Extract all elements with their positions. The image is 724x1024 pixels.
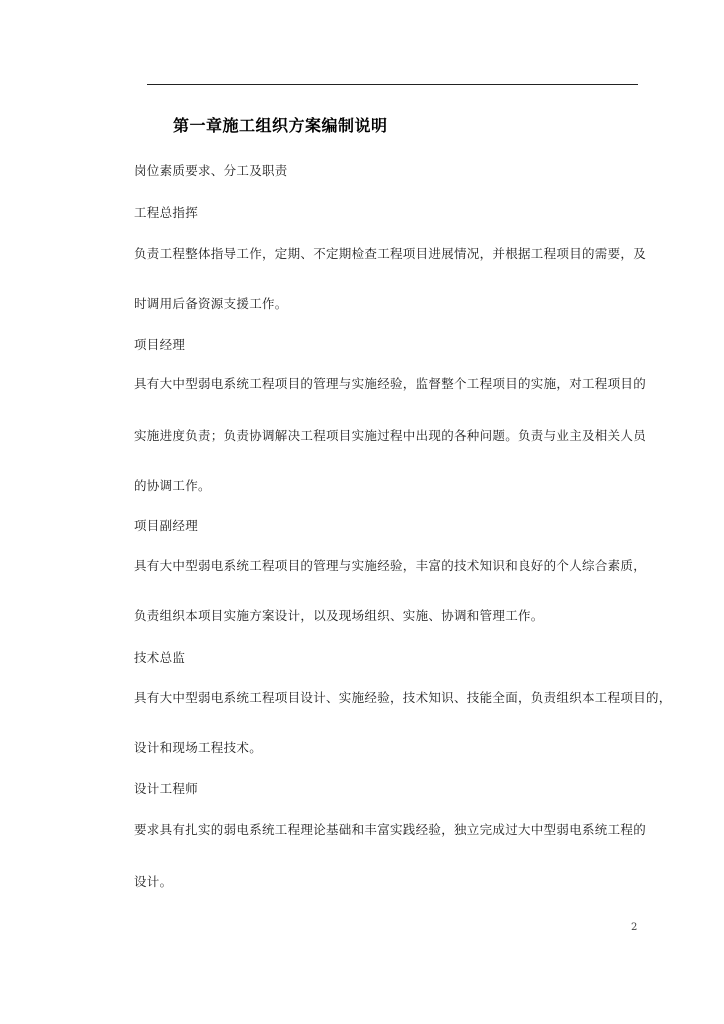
body-line: 时调用后备资源支援工作。: [134, 296, 288, 311]
role-heading-deputy-manager: 项目副经理: [134, 518, 199, 533]
role-heading-project-manager: 项目经理: [134, 337, 186, 352]
role-heading-chief-commander: 工程总指挥: [134, 205, 199, 220]
body-line: 设计。: [134, 874, 173, 889]
body-line: 具有大中型弱电系统工程项目设计、实施经验，技术知识、技能全面，负责组织本工程项目的，: [134, 690, 672, 705]
body-line: 的协调工作。: [134, 478, 211, 493]
body-line: 负责组织本项目实施方案设计，以及现场组织、实施、协调和管理工作。: [134, 608, 544, 623]
body-line: 实施进度负责；负责协调解决工程项目实施过程中出现的各种问题。负责与业主及相关人员: [134, 428, 647, 443]
role-heading-technical-director: 技术总监: [134, 650, 186, 665]
chapter-title: 第一章施工组织方案编制说明: [173, 116, 388, 135]
section-heading-duties: 岗位素质要求、分工及职责: [134, 163, 288, 178]
body-line: 具有大中型弱电系统工程项目的管理与实施经验，丰富的技术知识和良好的个人综合素质，: [134, 558, 647, 573]
page-number: 2: [631, 922, 638, 933]
role-heading-design-engineer: 设计工程师: [134, 781, 199, 796]
body-line: 要求具有扎实的弱电系统工程理论基础和丰富实践经验，独立完成过大中型弱电系统工程的: [134, 822, 647, 837]
body-line: 设计和现场工程技术。: [134, 740, 263, 755]
body-line: 具有大中型弱电系统工程项目的管理与实施经验，监督整个工程项目的实施，对工程项目的: [134, 376, 647, 391]
header-rule: [147, 84, 638, 85]
body-line: 负责工程整体指导工作，定期、不定期检查工程项目进展情况，并根据工程项目的需要，及: [134, 246, 647, 261]
